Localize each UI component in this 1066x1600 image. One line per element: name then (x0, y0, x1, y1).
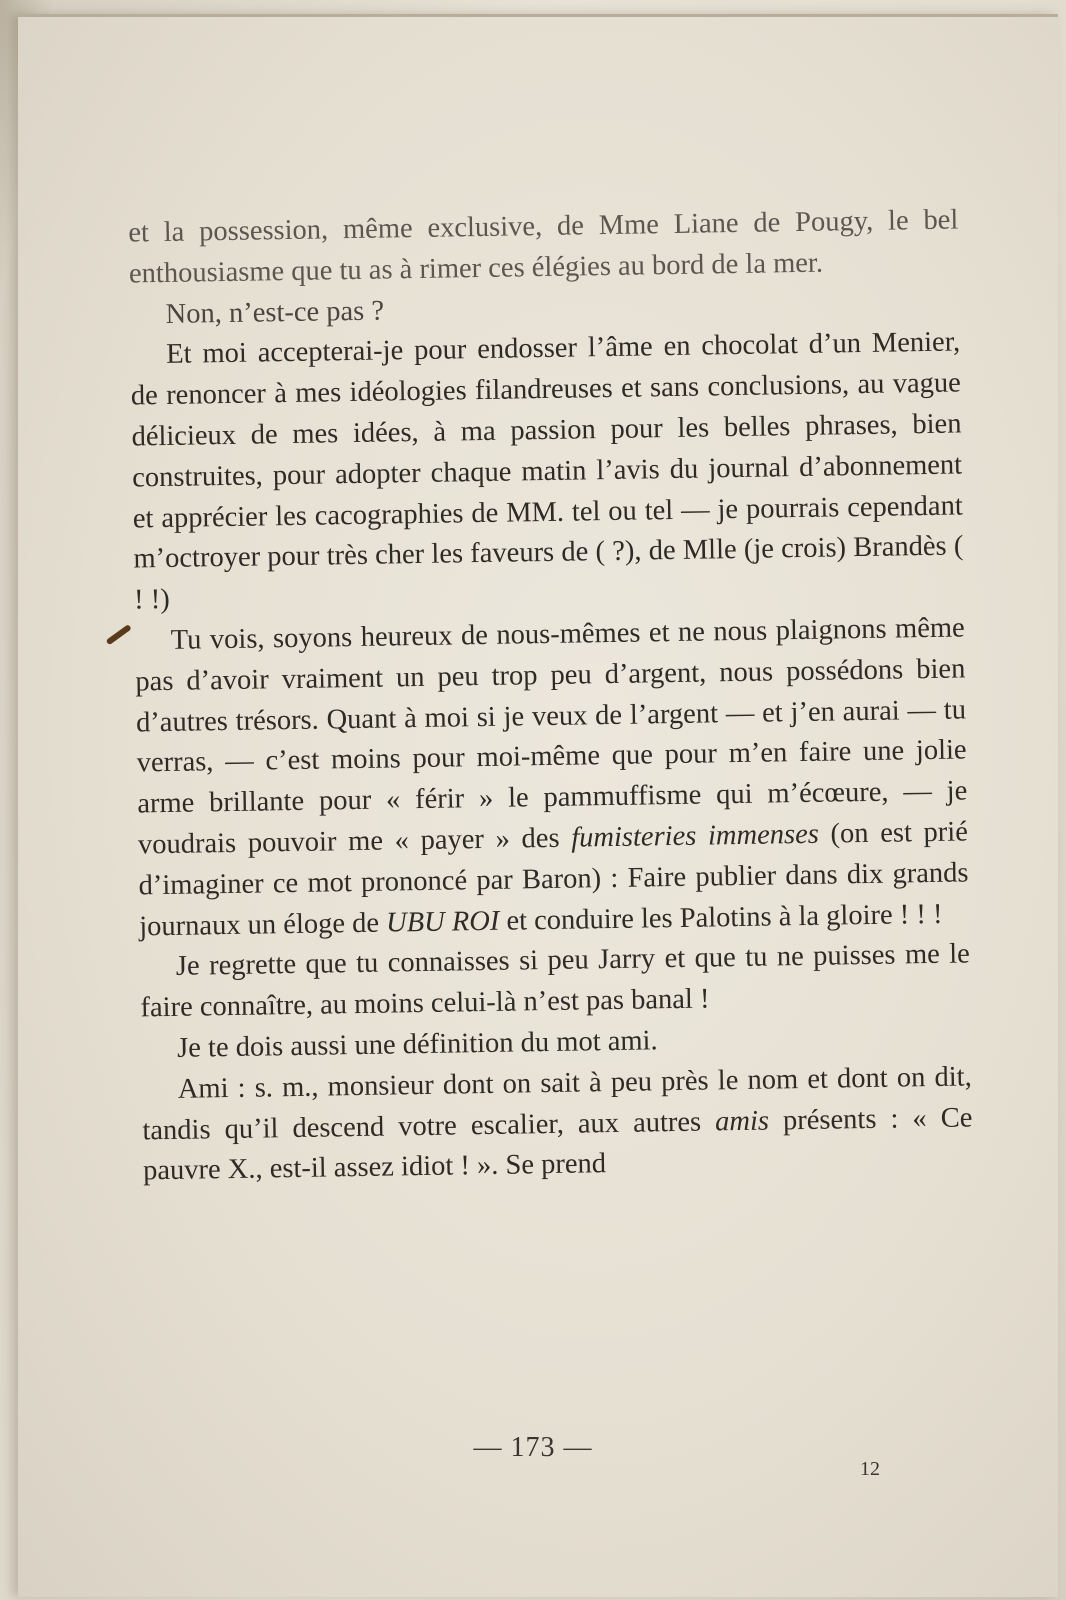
paragraph-with-margin-mark (134, 608, 969, 947)
page-number: — 173 — (473, 1432, 593, 1463)
paragraph-text: Je te dois aussi une définition du mot ami. (176, 1025, 658, 1064)
paragraph-text: Non, n’est-ce pas ? (165, 295, 385, 330)
paragraph-text: et conduire les Palotins à la gloire ! ! ! (499, 898, 943, 937)
paragraph (134, 608, 969, 947)
paragraph (130, 323, 964, 622)
paragraph-text: présents : « Ce pauvre X., est-il assez idiot ! ». Se prend (142, 1101, 973, 1187)
paragraph (140, 935, 971, 1030)
paragraph-text: (on est prié d’imaginer ce mot prononcé par Baron) : Faire publier dans dix grands journaux un éloge de (138, 816, 969, 942)
paragraph-text: Ami : s. m., monsieur dont on sait à peu près le nom et dont on dit, tandis qu’il descend votre escalier, aux autres (142, 1061, 972, 1146)
signature-mark: 12 (860, 1458, 880, 1480)
pencil-margin-mark (106, 624, 132, 645)
italic-title: UBU ROI (385, 905, 500, 939)
italic-text: fumisteries immenses (571, 818, 820, 854)
paragraph-continuation (128, 200, 959, 295)
page-sheet (18, 14, 1058, 1597)
paragraph-text: Je regrette que tu connaisses si peu Jarry et que tu ne puisses me le faire connaître, au moins celui-là n’est pas banal ! (140, 938, 971, 1024)
italic-text: amis (714, 1105, 770, 1137)
paragraph-text: Et moi accepterai-je pour endosser l’âme en chocolat d’un Menier, de renoncer à mes idéologies filandreuses et sans conclusions, au vague délicieux de mes idées, à ma passion pour les belles phrases, bien construites, pour adopter chaque matin l’avis du journal d’abonnement et apprécier les cacographies de MM. tel ou tel — je pourrais cependant m’octroyer pour très cher les faveurs de ( ?), de Mlle (je crois) Brandès ( ! !) (130, 326, 964, 616)
paragraph-text: et la possession, même exclusive, de Mme Liane de Pougy, le bel enthousiasme que tu as à rimer ces élégies au bord de la mer. (128, 204, 959, 290)
paragraph (142, 1057, 974, 1192)
body-text (128, 200, 973, 1192)
paragraph-text: Tu vois, soyons heureux de nous-mêmes et ne nous plaignons même pas d’avoir vraiment un peu trop peu d’argent, nous possédons bien d’autres trésors. Quant à moi si je veux de l’argent — et j’en aurai — tu verras, — c’est moins pour moi-même que pour m’en faire une jolie arme brillante pour « férir » le pammuffisme qui m’écœure, — je voudrais pouvoir me « payer » des (135, 612, 968, 861)
